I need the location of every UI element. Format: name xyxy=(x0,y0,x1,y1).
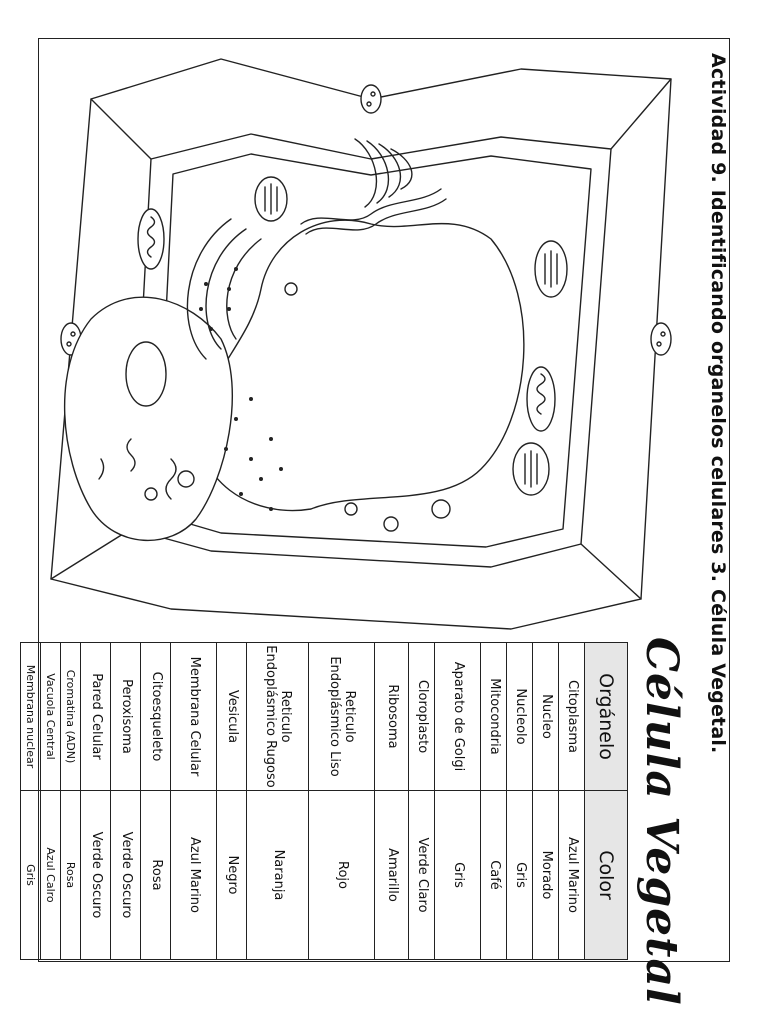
table-row xyxy=(375,643,409,960)
color-column-header: Color xyxy=(585,791,628,960)
color-cell: Morado xyxy=(533,791,559,960)
organelle-cell: Reticulo Endoplásmico Rugoso xyxy=(247,643,309,791)
organelle-cell: Membrana nuclear xyxy=(21,643,41,791)
color-cell: Gris xyxy=(507,791,533,960)
organelle-cell: Vacuola Central xyxy=(41,643,61,791)
color-cell: Café xyxy=(481,791,507,960)
organelle-cell: Nucleo xyxy=(533,643,559,791)
table-row xyxy=(435,643,481,960)
organelle-cell: Cloroplasto xyxy=(409,643,435,791)
organelle-cell: Citoplasma xyxy=(559,643,585,791)
color-cell: Gris xyxy=(21,791,41,960)
organelle-cell: Pared Celular xyxy=(81,643,111,791)
table-header-row xyxy=(585,643,628,960)
organelle-cell: Reticulo Endoplásmico Liso xyxy=(309,643,375,791)
table-row xyxy=(111,643,141,960)
worksheet-frame xyxy=(24,38,730,1006)
color-cell: Azul Marino xyxy=(171,791,217,960)
color-cell: Rosa xyxy=(141,791,171,960)
organelle-cell: Citoesqueleto xyxy=(141,643,171,791)
organelle-cell: Ribosoma xyxy=(375,643,409,791)
table-row xyxy=(559,643,585,960)
organelle-cell: Nucleolo xyxy=(507,643,533,791)
organelle-color-table xyxy=(20,642,628,960)
organelle-cell: Mitocondria xyxy=(481,643,507,791)
plant-cell-illustration xyxy=(43,39,691,639)
organelle-cell: Peroxisoma xyxy=(111,643,141,791)
table-row xyxy=(481,643,507,960)
color-cell: Azul Calro xyxy=(41,791,61,960)
color-cell: Rosa xyxy=(61,791,81,960)
organelle-cell: Membrana Celular xyxy=(171,643,217,791)
table-row xyxy=(61,643,81,960)
table-row xyxy=(171,643,217,960)
organelle-cell: Aparato de Golgi xyxy=(435,643,481,791)
table-row xyxy=(309,643,375,960)
table-row xyxy=(81,643,111,960)
table-row xyxy=(247,643,309,960)
organelle-column-header: Orgánelo xyxy=(585,643,628,791)
activity-heading: Actividad 9. Identificando organelos celulares 3. Célula Vegetal. xyxy=(707,53,729,754)
table-row xyxy=(409,643,435,960)
table-row xyxy=(41,643,61,960)
color-cell: Naranja xyxy=(247,791,309,960)
color-cell: Azul Marino xyxy=(559,791,585,960)
worksheet-title: Célula Vegetal xyxy=(636,637,687,1006)
table-row xyxy=(533,643,559,960)
table-row xyxy=(141,643,171,960)
table-row xyxy=(217,643,247,960)
color-cell: Negro xyxy=(217,791,247,960)
color-cell: Rojo xyxy=(309,791,375,960)
table-row xyxy=(507,643,533,960)
nucleolus xyxy=(126,342,166,406)
color-cell: Verde Oscuro xyxy=(111,791,141,960)
organelle-cell: Vesicula xyxy=(217,643,247,791)
organelle-cell: Cromatina (ADN) xyxy=(61,643,81,791)
color-cell: Verde Claro xyxy=(409,791,435,960)
color-cell: Verde Oscuro xyxy=(81,791,111,960)
rotated-worksheet xyxy=(24,39,731,1006)
table-row xyxy=(21,643,41,960)
peroxisome xyxy=(432,500,450,518)
color-cell: Gris xyxy=(435,791,481,960)
vesicle xyxy=(384,517,398,531)
color-cell: Amarillo xyxy=(375,791,409,960)
